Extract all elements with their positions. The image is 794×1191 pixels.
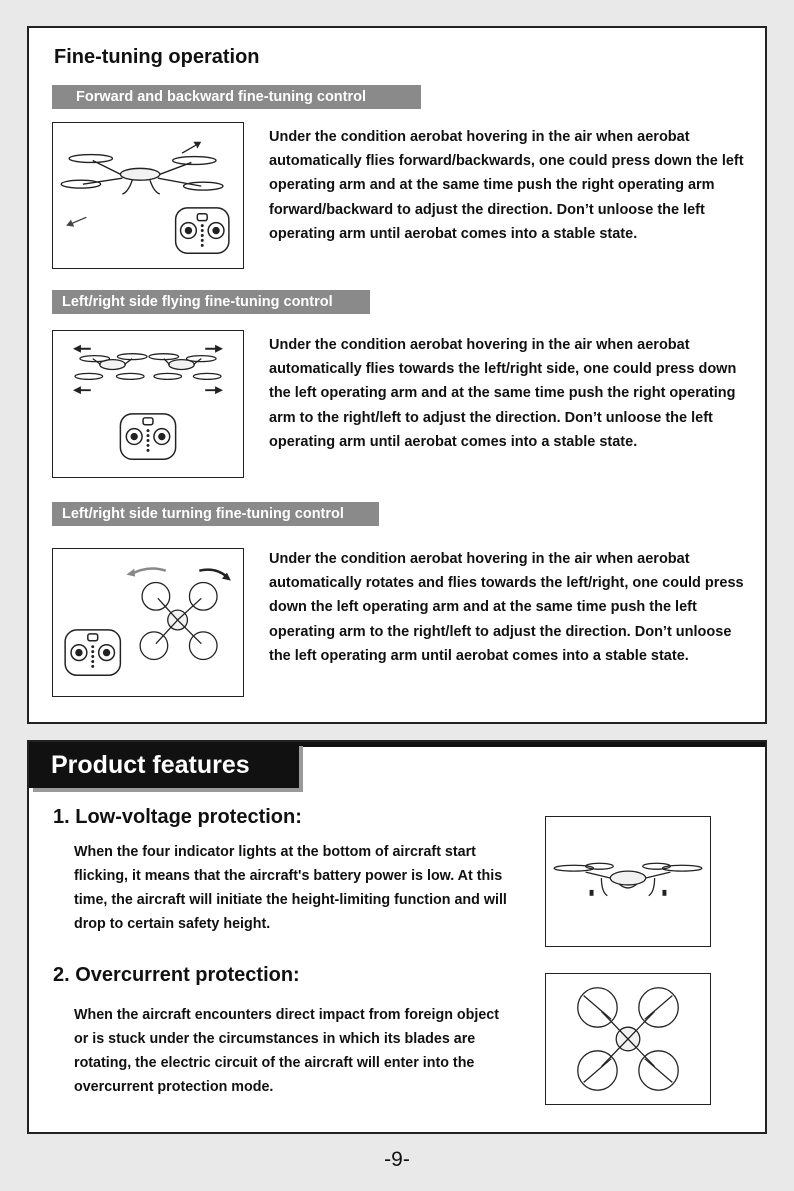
- overcurrent-text: When the aircraft encounters direct impact from foreign object or is stuck under the circumstances in which its blades are rotating, the electric circuit of the aircraft will enter into the overcurrent protection mode.: [74, 1007, 500, 1095]
- low-voltage-illustration: [545, 816, 711, 947]
- drone-forward-backward-drawing: [53, 123, 243, 268]
- left-right-turning-illustration: [52, 548, 244, 697]
- overcurrent-illustration: [545, 973, 711, 1105]
- left-right-flying-illustration: [52, 330, 244, 478]
- low-voltage-text: When the four indicator lights at the bottom of aircraft start flicking, it means that the aircraft's battery power is low. At this time, the aircraft will initiate the height-limiting function and will drop to certain safety height.: [74, 844, 507, 932]
- forward-backward-illustration: [52, 122, 244, 269]
- product-features-section: [27, 740, 767, 1134]
- fine-tuning-section: [27, 26, 767, 724]
- drone-top-view-drawing: [546, 974, 710, 1104]
- drone-turning-drawing: [53, 549, 243, 696]
- drone-front-view-drawing: [546, 817, 710, 946]
- fine-tuning-title: Fine-tuning operation: [54, 46, 260, 68]
- drone-left-right-drawing: [53, 331, 243, 477]
- product-features-title: Product features: [29, 742, 299, 788]
- left-right-turning-text: Under the condition aerobat hovering in the air when aerobat automatically rotates and flies towards the left/right, one could press down the left operating arm and at the same time push the left operating arm to the right/left to adjust the direction. Don’t unloose the left operating arm until aerobat comes into a stable state.: [269, 551, 744, 664]
- left-right-turning-label: Left/right side turning fine-tuning control: [52, 502, 379, 526]
- overcurrent-heading: 2. Overcurrent protection:: [53, 964, 300, 986]
- forward-backward-text: Under the condition aerobat hovering in the air when aerobat automatically flies forward/backwards, one could press down the left operating arm and at the same time push the right operating arm forward/backward to adjust the direction. Don’t unloose the left operating arm until aerobat comes into a stable state.: [269, 129, 744, 242]
- page-number: -9-: [384, 1148, 410, 1171]
- forward-backward-label: Forward and backward fine-tuning control: [52, 85, 421, 109]
- left-right-flying-text: Under the condition aerobat hovering in the air when aerobat automatically flies towards the left/right side, one could press down the left operating arm and at the same time push the right operating arm to the right/left to adjust the direction. Don’t unloose the left operating arm until aerobat comes into a stable state.: [269, 337, 737, 450]
- left-right-flying-label: Left/right side flying fine-tuning control: [52, 290, 370, 314]
- low-voltage-heading: 1. Low-voltage protection:: [53, 806, 302, 828]
